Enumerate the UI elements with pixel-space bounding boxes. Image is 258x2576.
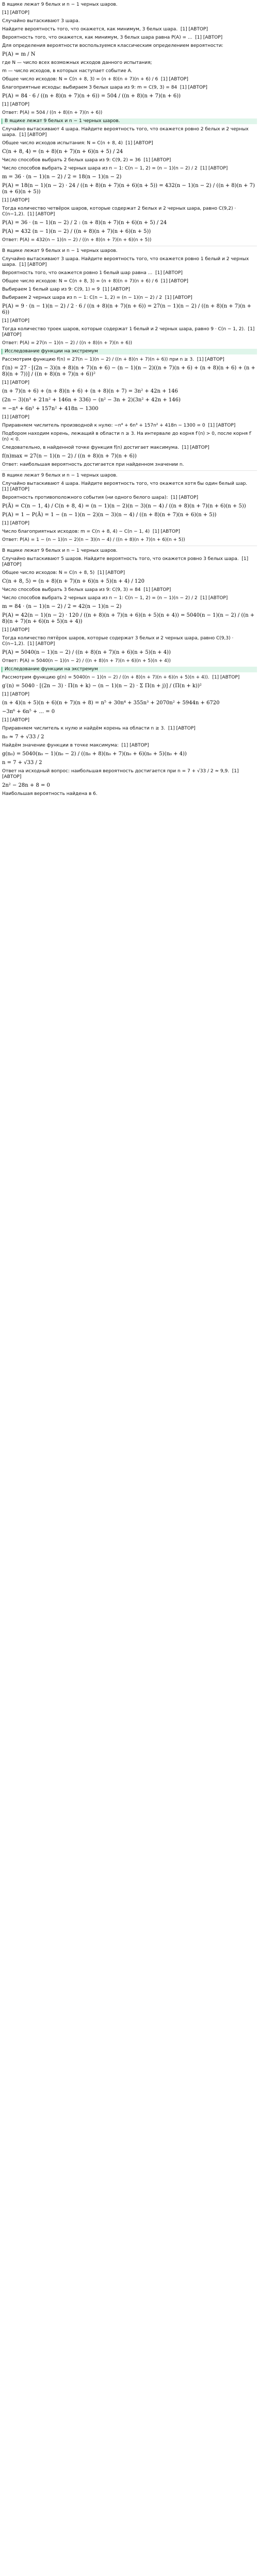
text-paragraph: Найдите вероятность того, что окажется, как минимум, 3 белых шара. [1] [АВТОР] <box>2 27 208 32</box>
text-paragraph: Рассмотрим функцию g(n) = 5040(n − 1)(n − 2) / ((n + 8)(n + 7)(n + 6)(n + 5)(n + 4)). [1] [АВТОР] <box>2 675 240 680</box>
text-paragraph: Число благоприятных исходов: m = C(n + 8, 4) − C(n − 1, 4) [1] [АВТОР] <box>2 529 180 534</box>
formula-line: P(A) = 42(n − 1)(n − 2) · 120 / ((n + 8)(n + 7)(n + 6)(n + 5)(n + 4)) = 5040(n − 1)(n − 2) / ((n + 8)(n + 7)(n + 6)(n + 5)(n + 4)) <box>2 613 256 624</box>
text-paragraph: Общее число исходов: N = C(n + 8, 5) [1] [АВТОР] <box>2 570 125 575</box>
formula-line: P(Ā) = C(n − 1, 4) / C(n + 8, 4) = (n − 1)(n − 2)(n − 3)(n − 4) / ((n + 8)(n + 7)(n + 6)(n + 5)) <box>2 503 246 509</box>
text-paragraph: Число способов выбрать 2 черных шара из n − 1: C(n − 1, 2) = (n − 1)(n − 2) / 2 [1] [АВТОР] <box>2 166 228 171</box>
formula-line: P(A) = 18(n − 1)(n − 2) · 24 / ((n + 8)(n + 7)(n + 6)(n + 5)) = 432(n − 1)(n − 2) / ((n + 8)(n + 7)(n + 6)(n + 5)) <box>2 183 255 195</box>
section-heading: Исследование функции на экстремум <box>1 667 257 672</box>
reference-tags: [1] [АВТОР] <box>2 692 29 697</box>
formula-line: P(A) = 5040(n − 1)(n − 2) / ((n + 8)(n + 7)(n + 6)(n + 5)(n + 4)) <box>2 650 171 655</box>
reference-tags: [1] [АВТОР] <box>2 718 29 723</box>
formula-line: f′(n) = 27 · [(2n − 3)(n + 8)(n + 7)(n + 6) − (n − 1)(n − 2)((n + 7)(n + 6) + (n + 8)(n + 6) + (n + 8)(n + 7))] / ((n + 8)(n + 7)(n + 6))² <box>2 365 257 377</box>
text-paragraph: В ящике лежат 9 белых и n − 1 черных шаров. <box>1 546 257 554</box>
text-paragraph: Выбираем 2 черных шара из n − 1: C(n − 1, 2) = (n − 1)(n − 2) / 2 [1] [АВТОР] <box>2 295 192 300</box>
text-paragraph: Выбираем 1 белый шар из 9: C(9, 1) = 9 [1] [АВТОР] <box>2 287 130 292</box>
text-paragraph: Наибольшая вероятность найдена в 6. <box>2 791 98 796</box>
section-heading: Исследование функции на экстремум <box>1 349 257 354</box>
text-paragraph: Случайно вытаскивают 4 шара. Найдите вероятность того, что окажется хотя бы один белый шар. [1] [АВТОР] <box>2 481 250 492</box>
formula-line: P(A) = 432 (n − 1)(n − 2) / ((n + 8)(n + 7)(n + 6)(n + 5)) <box>2 229 151 234</box>
text-paragraph: Благоприятные исходы: выбираем 3 белых шара из 9: m = C(9, 3) = 84 [1] [АВТОР] <box>2 85 207 90</box>
text-paragraph: Ответ: P(A) = 1 − (n − 1)(n − 2)(n − 3)(n − 4) / ((n + 8)(n + 7)(n + 6)(n + 5)) <box>2 537 185 543</box>
text-paragraph: Ответ: P(A) = 5040(n − 1)(n − 2) / ((n + 8)(n + 7)(n + 6)(n + 5)(n + 4)) <box>2 658 171 664</box>
text-paragraph: Рассмотрим функцию f(n) = 27(n − 1)(n − 2) / ((n + 8)(n + 7)(n + 6)) при n ≥ 3. [1] [АВТОР] <box>2 357 224 362</box>
text-paragraph: Тогда количество пятёрок шаров, которые содержат 3 белых и 2 черных шара, равно C(9,3) · C(n−1,2). [1] [АВТОР] <box>2 636 235 647</box>
text-paragraph: Ответ на исходный вопрос: наибольшая вероятность достигается при n = 7 + √33 / 2 ≈ 9,9. [1] [АВТОР] <box>2 769 240 779</box>
reference-tags: [1] [АВТОР] <box>2 10 29 15</box>
text-paragraph: Общее число исходов: N = C(n + 8, 3) = (n + 8)(n + 7)(n + 6) / 6 [1] [АВТОР] <box>2 279 188 284</box>
formula-line: n₀ ≈ 7 + √33 / 2 <box>2 734 44 740</box>
reference-tags: [1] [АВТОР] <box>2 102 29 107</box>
formula-line: 2n² − 28n + 8 = 0 <box>2 783 50 788</box>
text-paragraph: Случайно вытаскивают 3 шара. <box>2 19 80 24</box>
text-paragraph: Следовательно, в найденной точке функция f(n) достигает максимума. [1] [АВТОР] <box>2 445 209 450</box>
formula-line: g′(n) = 5040 · [(2n − 3) · Π(n + k) − (n − 1)(n − 2) · Σ Π(n + j)] / (Π(n + k))² <box>2 683 202 689</box>
text-paragraph: В ящике лежат 9 белых и n − 1 черных шаров. <box>1 470 257 479</box>
text-paragraph: В ящике лежат 9 белых и n − 1 черных шаров. <box>1 246 257 254</box>
reference-tags: [1] [АВТОР] <box>2 318 29 324</box>
formula-line: C(n + 8, 4) = (n + 8)(n + 7)(n + 6)(n + 5) / 24 <box>2 149 123 155</box>
formula-line: (n + 7)(n + 6) + (n + 8)(n + 6) + (n + 8)(n + 7) = 3n² + 42n + 146 <box>2 388 178 394</box>
formula-line: m = 84 · (n − 1)(n − 2) / 2 = 42(n − 1)(n − 2) <box>2 604 122 609</box>
reference-tags: [1] [АВТОР] <box>2 380 29 385</box>
reference-tags: [1] [АВТОР] <box>2 521 29 526</box>
text-paragraph: Найдём значение функции в точке максимума: [1] [АВТОР] <box>2 743 149 748</box>
formula-line: P(A) = 9 · (n − 1)(n − 2) / 2 · 6 / ((n + 8)(n + 7)(n + 6)) = 27(n − 1)(n − 2) / ((n + 8)(n + 7)(n + 6)) <box>2 303 253 315</box>
text-paragraph: Общее число исходов испытания: N = C(n + 8, 4) [1] [АВТОР] <box>2 141 153 146</box>
text-paragraph: m — число исходов, в которых наступает событие A. <box>2 69 133 74</box>
formula-line: f(n)max = 27(n − 1)(n − 2) / ((n + 8)(n + 7)(n + 6)) <box>2 453 137 459</box>
formula-line: C(n + 8, 5) = (n + 8)(n + 7)(n + 6)(n + 5)(n + 4) / 120 <box>2 579 144 584</box>
text-paragraph: Ответ: наибольшая вероятность достигается при найденном значении n. <box>2 462 184 467</box>
formula-line: = −n⁴ + 6n³ + 157n² + 418n − 1300 <box>2 406 99 412</box>
text-paragraph: Тогда количество троек шаров, которые содержат 1 белый и 2 черных шара, равно 9 · C(n − 1, 2). [1] [АВТОР] <box>2 327 256 337</box>
text-paragraph: Общее число исходов: N = C(n + 8, 3) = (n + 8)(n + 7)(n + 6) / 6 [1] [АВТОР] <box>2 77 188 82</box>
text-paragraph: Ответ: P(A) = 432(n − 1)(n − 2) / ((n + 8)(n + 7)(n + 6)(n + 5)) <box>2 238 152 243</box>
text-paragraph: Вероятность того, что окажется ровно 1 белый шар равна ... [1] [АВТОР] <box>2 270 183 276</box>
text-paragraph: Случайно вытаскивают 3 шара. Найдите вероятность того, что окажется ровно 1 белый и 2 черных шара. [1] [АВТОР] <box>2 257 251 267</box>
formula-line: P(A) = 84 · 6 / ((n + 8)(n + 7)(n + 6)) = 504 / ((n + 8)(n + 7)(n + 6)) <box>2 93 181 99</box>
text-paragraph: Приравняем числитель производной к нулю: −n⁴ + 6n³ + 157n² + 418n − 1300 = 0 [1] [АВТОР] <box>2 423 236 428</box>
text-paragraph: Число способов выбрать 2 черных шара из n − 1: C(n − 1, 2) = (n − 1)(n − 2) / 2 [1] [АВТОР] <box>2 596 228 601</box>
text-paragraph: Вероятность того, что окажется, как минимум, 3 белых шара равна P(A) = ... [1] [АВТОР] <box>2 35 223 40</box>
formula-line: P(A) = 1 − P(Ā) = 1 − (n − 1)(n − 2)(n − 3)(n − 4) / ((n + 8)(n + 7)(n + 6)(n + 5)) <box>2 512 217 518</box>
formula-line: m = 36 · (n − 1)(n − 2) / 2 = 18(n − 1)(n − 2) <box>2 174 122 180</box>
formula-line: (2n − 3)(n³ + 21n² + 146n + 336) − (n² − 3n + 2)(3n² + 42n + 146) <box>2 397 181 403</box>
formula-line: P(A) = 36 · (n − 1)(n − 2) / 2 : (n + 8)(n + 7)(n + 6)(n + 5) / 24 <box>2 220 167 226</box>
formula-line: g(n₀) = 5040(n₀ − 1)(n₀ − 2) / ((n₀ + 8)(n₀ + 7)(n₀ + 6)(n₀ + 5)(n₀ + 4)) <box>2 751 187 757</box>
text-paragraph: Тогда количество четвёрок шаров, которые содержат 2 белых и 2 черных шара, равно C(9,2) · C(n−1,2). [1] [АВТОР] <box>2 206 238 217</box>
reference-tags: [1] [АВТОР] <box>2 628 29 633</box>
text-paragraph: Подбором находим корень, лежащий в области n ≥ 3. На интервале до корня f′(n) > 0, после корня f′(n) < 0. <box>2 431 252 442</box>
formula-line: −3n⁶ + 6n⁵ + ... = 0 <box>2 709 55 715</box>
formula-line: n = 7 + √33 / 2 <box>2 760 42 766</box>
text-paragraph: Число способов выбрать 2 белых шара из 9: C(9, 2) = 36 [1] [АВТОР] <box>2 158 171 163</box>
text-paragraph: Ответ: P(A) = 504 / ((n + 8)(n + 7)(n + 6)) <box>2 110 103 115</box>
reference-tags: [1] [АВТОР] <box>2 415 29 420</box>
text-paragraph: Ответ: P(A) = 27(n − 1)(n − 2) / ((n + 8)(n + 7)(n + 6)) <box>2 341 132 346</box>
formula-line: P(A) = m / N <box>2 52 36 57</box>
text-paragraph: Вероятность противоположного события (ни одного белого шара): [1] [АВТОР] <box>2 495 199 500</box>
text-paragraph: Для определения вероятности воспользуемся классическим определением вероятности: <box>2 43 223 48</box>
text-paragraph: Случайно вытаскивают 5 шаров. Найдите вероятность того, что окажется ровно 3 белых шара. [1] [АВТОР] <box>2 556 250 567</box>
text-paragraph: В ящике лежат 9 белых и n − 1 черных шаров. <box>2 2 118 7</box>
text-paragraph: где N — число всех возможных исходов данного испытания; <box>2 60 152 65</box>
text-paragraph: Число способов выбрать 3 белых шара из 9: C(9, 3) = 84 [1] [АВТОР] <box>2 587 171 592</box>
section-heading: В ящике лежат 9 белых и n − 1 черных шаров. <box>1 118 257 124</box>
formula-line: (n + 4)(n + 5)(n + 6)(n + 7)(n + 8) = n⁵ + 30n⁴ + 355n³ + 2070n² + 5944n + 6720 <box>2 700 220 706</box>
text-paragraph: Случайно вытаскивают 4 шара. Найдите вероятность того, что окажется ровно 2 белых и 2 черных шара. [1] [АВТОР] <box>2 127 250 138</box>
text-paragraph: Приравняем числитель к нулю и найдём корень на области n ≥ 3. [1] [АВТОР] <box>2 726 196 731</box>
reference-tags: [1] [АВТОР] <box>2 198 29 203</box>
